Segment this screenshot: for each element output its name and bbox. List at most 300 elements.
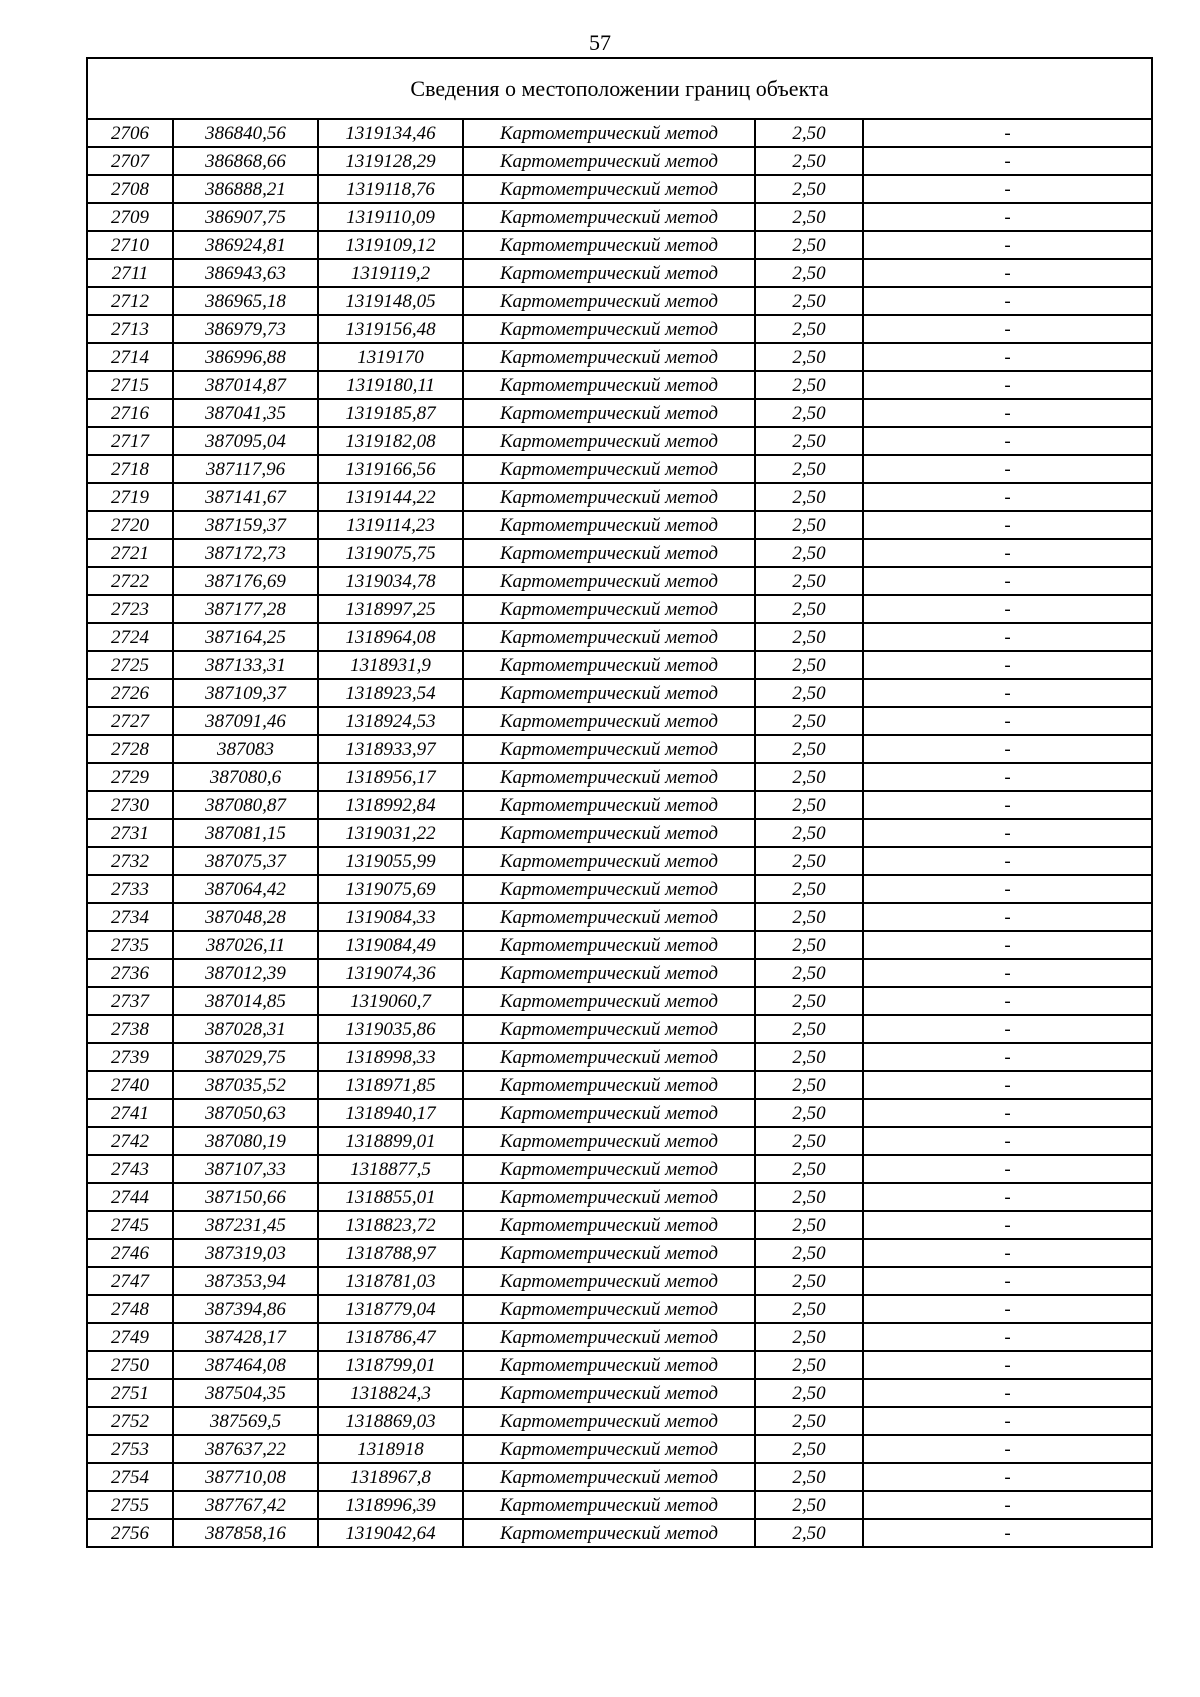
accuracy-cell: 2,50 bbox=[755, 987, 863, 1015]
method-cell: Картометрический метод bbox=[463, 1155, 755, 1183]
table-row bbox=[87, 343, 1152, 371]
x-coordinate-cell: 386924,81 bbox=[173, 231, 318, 259]
accuracy-cell: 2,50 bbox=[755, 1351, 863, 1379]
description-cell: - bbox=[863, 1071, 1152, 1099]
table-row bbox=[87, 1015, 1152, 1043]
y-coordinate-cell: 1319084,49 bbox=[318, 931, 463, 959]
point-number-cell: 2724 bbox=[87, 623, 173, 651]
method-cell: Картометрический метод bbox=[463, 623, 755, 651]
point-number-cell: 2741 bbox=[87, 1099, 173, 1127]
method-cell: Картометрический метод bbox=[463, 1015, 755, 1043]
accuracy-cell: 2,50 bbox=[755, 231, 863, 259]
y-coordinate-cell: 1318931,9 bbox=[318, 651, 463, 679]
description-cell: - bbox=[863, 1379, 1152, 1407]
x-coordinate-cell: 386888,21 bbox=[173, 175, 318, 203]
x-coordinate-cell: 387133,31 bbox=[173, 651, 318, 679]
description-cell: - bbox=[863, 735, 1152, 763]
y-coordinate-cell: 1319128,29 bbox=[318, 147, 463, 175]
accuracy-cell: 2,50 bbox=[755, 259, 863, 287]
point-number-cell: 2755 bbox=[87, 1491, 173, 1519]
x-coordinate-cell: 387319,03 bbox=[173, 1239, 318, 1267]
method-cell: Картометрический метод bbox=[463, 707, 755, 735]
point-number-cell: 2710 bbox=[87, 231, 173, 259]
accuracy-cell: 2,50 bbox=[755, 1099, 863, 1127]
y-coordinate-cell: 1318824,3 bbox=[318, 1379, 463, 1407]
point-number-cell: 2749 bbox=[87, 1323, 173, 1351]
description-cell: - bbox=[863, 707, 1152, 735]
description-cell: - bbox=[863, 259, 1152, 287]
method-cell: Картометрический метод bbox=[463, 735, 755, 763]
accuracy-cell: 2,50 bbox=[755, 847, 863, 875]
point-number-cell: 2746 bbox=[87, 1239, 173, 1267]
accuracy-cell: 2,50 bbox=[755, 875, 863, 903]
y-coordinate-cell: 1319156,48 bbox=[318, 315, 463, 343]
point-number-cell: 2739 bbox=[87, 1043, 173, 1071]
accuracy-cell: 2,50 bbox=[755, 1043, 863, 1071]
table-row bbox=[87, 903, 1152, 931]
x-coordinate-cell: 387710,08 bbox=[173, 1463, 318, 1491]
y-coordinate-cell: 1319166,56 bbox=[318, 455, 463, 483]
x-coordinate-cell: 387159,37 bbox=[173, 511, 318, 539]
y-coordinate-cell: 1319134,46 bbox=[318, 119, 463, 147]
table-row bbox=[87, 287, 1152, 315]
accuracy-cell: 2,50 bbox=[755, 455, 863, 483]
table-row bbox=[87, 931, 1152, 959]
x-coordinate-cell: 387035,52 bbox=[173, 1071, 318, 1099]
description-cell: - bbox=[863, 455, 1152, 483]
accuracy-cell: 2,50 bbox=[755, 1463, 863, 1491]
description-cell: - bbox=[863, 203, 1152, 231]
accuracy-cell: 2,50 bbox=[755, 819, 863, 847]
x-coordinate-cell: 387083 bbox=[173, 735, 318, 763]
description-cell: - bbox=[863, 315, 1152, 343]
description-cell: - bbox=[863, 119, 1152, 147]
description-cell: - bbox=[863, 651, 1152, 679]
y-coordinate-cell: 1319119,2 bbox=[318, 259, 463, 287]
method-cell: Картометрический метод bbox=[463, 1519, 755, 1547]
y-coordinate-cell: 1319170 bbox=[318, 343, 463, 371]
point-number-cell: 2722 bbox=[87, 567, 173, 595]
table-row bbox=[87, 987, 1152, 1015]
table-row bbox=[87, 735, 1152, 763]
point-number-cell: 2708 bbox=[87, 175, 173, 203]
x-coordinate-cell: 387029,75 bbox=[173, 1043, 318, 1071]
description-cell: - bbox=[863, 623, 1152, 651]
y-coordinate-cell: 1318923,54 bbox=[318, 679, 463, 707]
description-cell: - bbox=[863, 679, 1152, 707]
table-row bbox=[87, 455, 1152, 483]
accuracy-cell: 2,50 bbox=[755, 175, 863, 203]
method-cell: Картометрический метод bbox=[463, 1239, 755, 1267]
description-cell: - bbox=[863, 931, 1152, 959]
accuracy-cell: 2,50 bbox=[755, 763, 863, 791]
description-cell: - bbox=[863, 1099, 1152, 1127]
point-number-cell: 2721 bbox=[87, 539, 173, 567]
table-row bbox=[87, 175, 1152, 203]
point-number-cell: 2714 bbox=[87, 343, 173, 371]
table-row bbox=[87, 1071, 1152, 1099]
x-coordinate-cell: 387231,45 bbox=[173, 1211, 318, 1239]
boundary-coordinates-table bbox=[86, 57, 1153, 1548]
table-row bbox=[87, 1519, 1152, 1547]
method-cell: Картометрический метод bbox=[463, 1351, 755, 1379]
y-coordinate-cell: 1318799,01 bbox=[318, 1351, 463, 1379]
point-number-cell: 2754 bbox=[87, 1463, 173, 1491]
point-number-cell: 2706 bbox=[87, 119, 173, 147]
description-cell: - bbox=[863, 175, 1152, 203]
y-coordinate-cell: 1318823,72 bbox=[318, 1211, 463, 1239]
method-cell: Картометрический метод bbox=[463, 1379, 755, 1407]
y-coordinate-cell: 1318788,97 bbox=[318, 1239, 463, 1267]
description-cell: - bbox=[863, 847, 1152, 875]
y-coordinate-cell: 1319035,86 bbox=[318, 1015, 463, 1043]
x-coordinate-cell: 387177,28 bbox=[173, 595, 318, 623]
point-number-cell: 2727 bbox=[87, 707, 173, 735]
accuracy-cell: 2,50 bbox=[755, 1211, 863, 1239]
x-coordinate-cell: 387050,63 bbox=[173, 1099, 318, 1127]
method-cell: Картометрический метод bbox=[463, 1211, 755, 1239]
point-number-cell: 2718 bbox=[87, 455, 173, 483]
x-coordinate-cell: 386943,63 bbox=[173, 259, 318, 287]
method-cell: Картометрический метод bbox=[463, 1127, 755, 1155]
x-coordinate-cell: 387637,22 bbox=[173, 1435, 318, 1463]
accuracy-cell: 2,50 bbox=[755, 1491, 863, 1519]
description-cell: - bbox=[863, 1043, 1152, 1071]
description-cell: - bbox=[863, 819, 1152, 847]
x-coordinate-cell: 387028,31 bbox=[173, 1015, 318, 1043]
accuracy-cell: 2,50 bbox=[755, 371, 863, 399]
x-coordinate-cell: 386979,73 bbox=[173, 315, 318, 343]
accuracy-cell: 2,50 bbox=[755, 1155, 863, 1183]
y-coordinate-cell: 1318956,17 bbox=[318, 763, 463, 791]
accuracy-cell: 2,50 bbox=[755, 651, 863, 679]
method-cell: Картометрический метод bbox=[463, 343, 755, 371]
point-number-cell: 2712 bbox=[87, 287, 173, 315]
table-row bbox=[87, 959, 1152, 987]
accuracy-cell: 2,50 bbox=[755, 959, 863, 987]
description-cell: - bbox=[863, 483, 1152, 511]
x-coordinate-cell: 387176,69 bbox=[173, 567, 318, 595]
description-cell: - bbox=[863, 399, 1152, 427]
table-row bbox=[87, 819, 1152, 847]
method-cell: Картометрический метод bbox=[463, 875, 755, 903]
table-row bbox=[87, 147, 1152, 175]
y-coordinate-cell: 1318933,97 bbox=[318, 735, 463, 763]
table-row bbox=[87, 1491, 1152, 1519]
description-cell: - bbox=[863, 791, 1152, 819]
point-number-cell: 2738 bbox=[87, 1015, 173, 1043]
x-coordinate-cell: 387026,11 bbox=[173, 931, 318, 959]
page-number: 57 bbox=[589, 30, 611, 55]
accuracy-cell: 2,50 bbox=[755, 203, 863, 231]
accuracy-cell: 2,50 bbox=[755, 1127, 863, 1155]
x-coordinate-cell: 387464,08 bbox=[173, 1351, 318, 1379]
accuracy-cell: 2,50 bbox=[755, 287, 863, 315]
description-cell: - bbox=[863, 1267, 1152, 1295]
accuracy-cell: 2,50 bbox=[755, 931, 863, 959]
y-coordinate-cell: 1318899,01 bbox=[318, 1127, 463, 1155]
table-row bbox=[87, 1407, 1152, 1435]
accuracy-cell: 2,50 bbox=[755, 1407, 863, 1435]
table-row bbox=[87, 315, 1152, 343]
y-coordinate-cell: 1318786,47 bbox=[318, 1323, 463, 1351]
y-coordinate-cell: 1318781,03 bbox=[318, 1267, 463, 1295]
y-coordinate-cell: 1319118,76 bbox=[318, 175, 463, 203]
method-cell: Картометрический метод bbox=[463, 763, 755, 791]
table-row bbox=[87, 1351, 1152, 1379]
point-number-cell: 2740 bbox=[87, 1071, 173, 1099]
x-coordinate-cell: 387164,25 bbox=[173, 623, 318, 651]
point-number-cell: 2728 bbox=[87, 735, 173, 763]
accuracy-cell: 2,50 bbox=[755, 1435, 863, 1463]
description-cell: - bbox=[863, 1407, 1152, 1435]
y-coordinate-cell: 1319185,87 bbox=[318, 399, 463, 427]
description-cell: - bbox=[863, 427, 1152, 455]
method-cell: Картометрический метод bbox=[463, 1071, 755, 1099]
accuracy-cell: 2,50 bbox=[755, 147, 863, 175]
x-coordinate-cell: 387095,04 bbox=[173, 427, 318, 455]
y-coordinate-cell: 1318996,39 bbox=[318, 1491, 463, 1519]
point-number-cell: 2713 bbox=[87, 315, 173, 343]
y-coordinate-cell: 1319034,78 bbox=[318, 567, 463, 595]
point-number-cell: 2742 bbox=[87, 1127, 173, 1155]
accuracy-cell: 2,50 bbox=[755, 1071, 863, 1099]
y-coordinate-cell: 1319075,69 bbox=[318, 875, 463, 903]
description-cell: - bbox=[863, 1295, 1152, 1323]
x-coordinate-cell: 387150,66 bbox=[173, 1183, 318, 1211]
table-row bbox=[87, 483, 1152, 511]
x-coordinate-cell: 387394,86 bbox=[173, 1295, 318, 1323]
table-row bbox=[87, 1323, 1152, 1351]
point-number-cell: 2736 bbox=[87, 959, 173, 987]
method-cell: Картометрический метод bbox=[463, 931, 755, 959]
table-row bbox=[87, 119, 1152, 147]
y-coordinate-cell: 1319060,7 bbox=[318, 987, 463, 1015]
y-coordinate-cell: 1319031,22 bbox=[318, 819, 463, 847]
description-cell: - bbox=[863, 1351, 1152, 1379]
description-cell: - bbox=[863, 567, 1152, 595]
y-coordinate-cell: 1319075,75 bbox=[318, 539, 463, 567]
method-cell: Картометрический метод bbox=[463, 399, 755, 427]
y-coordinate-cell: 1318855,01 bbox=[318, 1183, 463, 1211]
method-cell: Картометрический метод bbox=[463, 175, 755, 203]
accuracy-cell: 2,50 bbox=[755, 707, 863, 735]
table-row bbox=[87, 623, 1152, 651]
accuracy-cell: 2,50 bbox=[755, 595, 863, 623]
x-coordinate-cell: 387041,35 bbox=[173, 399, 318, 427]
y-coordinate-cell: 1319042,64 bbox=[318, 1519, 463, 1547]
table-row bbox=[87, 1295, 1152, 1323]
method-cell: Картометрический метод bbox=[463, 1267, 755, 1295]
method-cell: Картометрический метод bbox=[463, 1183, 755, 1211]
x-coordinate-cell: 387141,67 bbox=[173, 483, 318, 511]
accuracy-cell: 2,50 bbox=[755, 679, 863, 707]
x-coordinate-cell: 386840,56 bbox=[173, 119, 318, 147]
x-coordinate-cell: 386868,66 bbox=[173, 147, 318, 175]
point-number-cell: 2752 bbox=[87, 1407, 173, 1435]
point-number-cell: 2723 bbox=[87, 595, 173, 623]
y-coordinate-cell: 1318877,5 bbox=[318, 1155, 463, 1183]
method-cell: Картометрический метод bbox=[463, 1407, 755, 1435]
point-number-cell: 2709 bbox=[87, 203, 173, 231]
description-cell: - bbox=[863, 1155, 1152, 1183]
table-row bbox=[87, 847, 1152, 875]
accuracy-cell: 2,50 bbox=[755, 1323, 863, 1351]
y-coordinate-cell: 1319144,22 bbox=[318, 483, 463, 511]
accuracy-cell: 2,50 bbox=[755, 343, 863, 371]
method-cell: Картометрический метод bbox=[463, 903, 755, 931]
point-number-cell: 2715 bbox=[87, 371, 173, 399]
point-number-cell: 2733 bbox=[87, 875, 173, 903]
y-coordinate-cell: 1319084,33 bbox=[318, 903, 463, 931]
accuracy-cell: 2,50 bbox=[755, 1519, 863, 1547]
description-cell: - bbox=[863, 371, 1152, 399]
description-cell: - bbox=[863, 1127, 1152, 1155]
table-row bbox=[87, 1211, 1152, 1239]
method-cell: Картометрический метод bbox=[463, 1043, 755, 1071]
y-coordinate-cell: 1318869,03 bbox=[318, 1407, 463, 1435]
accuracy-cell: 2,50 bbox=[755, 791, 863, 819]
description-cell: - bbox=[863, 763, 1152, 791]
point-number-cell: 2744 bbox=[87, 1183, 173, 1211]
x-coordinate-cell: 387117,96 bbox=[173, 455, 318, 483]
description-cell: - bbox=[863, 875, 1152, 903]
x-coordinate-cell: 387107,33 bbox=[173, 1155, 318, 1183]
method-cell: Картометрический метод bbox=[463, 119, 755, 147]
y-coordinate-cell: 1319180,11 bbox=[318, 371, 463, 399]
y-coordinate-cell: 1318924,53 bbox=[318, 707, 463, 735]
table-row bbox=[87, 231, 1152, 259]
table-row bbox=[87, 1463, 1152, 1491]
description-cell: - bbox=[863, 147, 1152, 175]
accuracy-cell: 2,50 bbox=[755, 1183, 863, 1211]
accuracy-cell: 2,50 bbox=[755, 427, 863, 455]
y-coordinate-cell: 1318967,8 bbox=[318, 1463, 463, 1491]
point-number-cell: 2717 bbox=[87, 427, 173, 455]
table-row bbox=[87, 1239, 1152, 1267]
x-coordinate-cell: 387091,46 bbox=[173, 707, 318, 735]
x-coordinate-cell: 387075,37 bbox=[173, 847, 318, 875]
description-cell: - bbox=[863, 1519, 1152, 1547]
method-cell: Картометрический метод bbox=[463, 539, 755, 567]
table-row bbox=[87, 567, 1152, 595]
x-coordinate-cell: 387014,85 bbox=[173, 987, 318, 1015]
point-number-cell: 2726 bbox=[87, 679, 173, 707]
accuracy-cell: 2,50 bbox=[755, 1379, 863, 1407]
table-row bbox=[87, 763, 1152, 791]
accuracy-cell: 2,50 bbox=[755, 1295, 863, 1323]
description-cell: - bbox=[863, 1463, 1152, 1491]
point-number-cell: 2725 bbox=[87, 651, 173, 679]
x-coordinate-cell: 387080,87 bbox=[173, 791, 318, 819]
x-coordinate-cell: 387858,16 bbox=[173, 1519, 318, 1547]
point-number-cell: 2743 bbox=[87, 1155, 173, 1183]
method-cell: Картометрический метод bbox=[463, 147, 755, 175]
table-row bbox=[87, 399, 1152, 427]
method-cell: Картометрический метод bbox=[463, 427, 755, 455]
table-row bbox=[87, 427, 1152, 455]
accuracy-cell: 2,50 bbox=[755, 567, 863, 595]
method-cell: Картометрический метод bbox=[463, 679, 755, 707]
table-row bbox=[87, 679, 1152, 707]
point-number-cell: 2745 bbox=[87, 1211, 173, 1239]
description-cell: - bbox=[863, 539, 1152, 567]
table-row bbox=[87, 1435, 1152, 1463]
accuracy-cell: 2,50 bbox=[755, 539, 863, 567]
method-cell: Картометрический метод bbox=[463, 1295, 755, 1323]
x-coordinate-cell: 387080,19 bbox=[173, 1127, 318, 1155]
y-coordinate-cell: 1318998,33 bbox=[318, 1043, 463, 1071]
point-number-cell: 2707 bbox=[87, 147, 173, 175]
y-coordinate-cell: 1319055,99 bbox=[318, 847, 463, 875]
y-coordinate-cell: 1318971,85 bbox=[318, 1071, 463, 1099]
description-cell: - bbox=[863, 231, 1152, 259]
y-coordinate-cell: 1319148,05 bbox=[318, 287, 463, 315]
accuracy-cell: 2,50 bbox=[755, 511, 863, 539]
method-cell: Картометрический метод bbox=[463, 651, 755, 679]
method-cell: Картометрический метод bbox=[463, 959, 755, 987]
y-coordinate-cell: 1319114,23 bbox=[318, 511, 463, 539]
table-row bbox=[87, 203, 1152, 231]
point-number-cell: 2734 bbox=[87, 903, 173, 931]
x-coordinate-cell: 387353,94 bbox=[173, 1267, 318, 1295]
x-coordinate-cell: 387569,5 bbox=[173, 1407, 318, 1435]
table-title-row bbox=[87, 58, 1152, 119]
method-cell: Картометрический метод bbox=[463, 259, 755, 287]
x-coordinate-cell: 386996,88 bbox=[173, 343, 318, 371]
x-coordinate-cell: 387504,35 bbox=[173, 1379, 318, 1407]
y-coordinate-cell: 1319182,08 bbox=[318, 427, 463, 455]
point-number-cell: 2748 bbox=[87, 1295, 173, 1323]
accuracy-cell: 2,50 bbox=[755, 315, 863, 343]
method-cell: Картометрический метод bbox=[463, 987, 755, 1015]
table-row bbox=[87, 1155, 1152, 1183]
description-cell: - bbox=[863, 1211, 1152, 1239]
x-coordinate-cell: 386907,75 bbox=[173, 203, 318, 231]
table-row bbox=[87, 1127, 1152, 1155]
accuracy-cell: 2,50 bbox=[755, 1267, 863, 1295]
x-coordinate-cell: 387428,17 bbox=[173, 1323, 318, 1351]
method-cell: Картометрический метод bbox=[463, 455, 755, 483]
table-row bbox=[87, 259, 1152, 287]
accuracy-cell: 2,50 bbox=[755, 1015, 863, 1043]
y-coordinate-cell: 1319110,09 bbox=[318, 203, 463, 231]
x-coordinate-cell: 387109,37 bbox=[173, 679, 318, 707]
point-number-cell: 2732 bbox=[87, 847, 173, 875]
description-cell: - bbox=[863, 987, 1152, 1015]
point-number-cell: 2751 bbox=[87, 1379, 173, 1407]
description-cell: - bbox=[863, 1435, 1152, 1463]
table-row bbox=[87, 1043, 1152, 1071]
table-body bbox=[87, 58, 1152, 1547]
y-coordinate-cell: 1319074,36 bbox=[318, 959, 463, 987]
description-cell: - bbox=[863, 1183, 1152, 1211]
table-row bbox=[87, 791, 1152, 819]
description-cell: - bbox=[863, 287, 1152, 315]
point-number-cell: 2729 bbox=[87, 763, 173, 791]
method-cell: Картометрический метод bbox=[463, 567, 755, 595]
x-coordinate-cell: 387172,73 bbox=[173, 539, 318, 567]
point-number-cell: 2756 bbox=[87, 1519, 173, 1547]
method-cell: Картометрический метод bbox=[463, 1463, 755, 1491]
table-row bbox=[87, 595, 1152, 623]
accuracy-cell: 2,50 bbox=[755, 623, 863, 651]
description-cell: - bbox=[863, 903, 1152, 931]
table-row bbox=[87, 511, 1152, 539]
y-coordinate-cell: 1318779,04 bbox=[318, 1295, 463, 1323]
x-coordinate-cell: 387767,42 bbox=[173, 1491, 318, 1519]
description-cell: - bbox=[863, 1015, 1152, 1043]
